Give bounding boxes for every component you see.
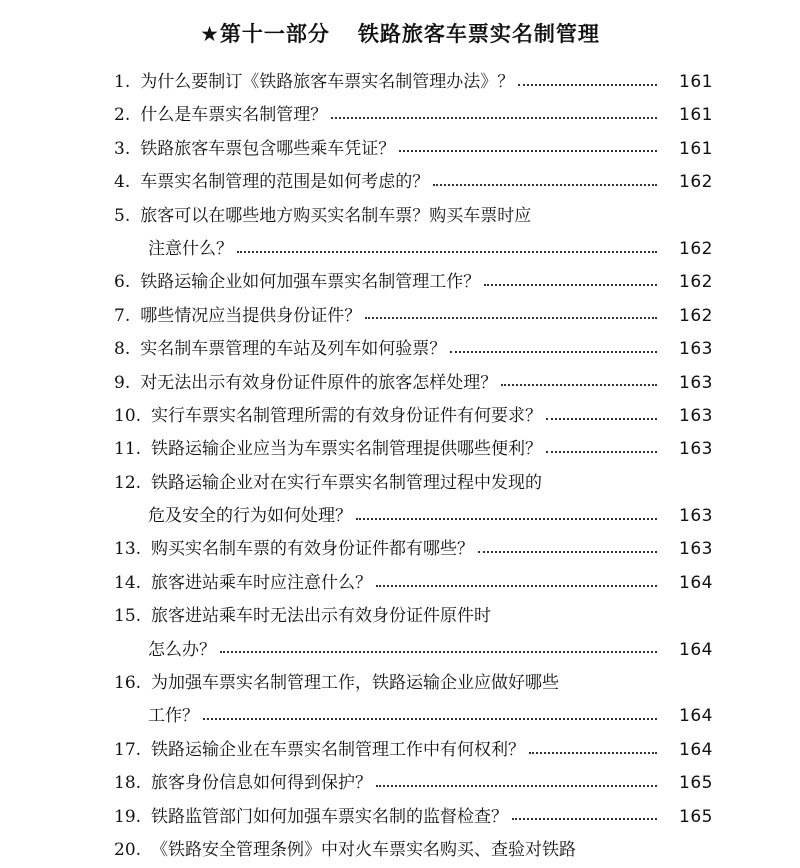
dot-leader [501, 384, 657, 386]
toc-entry[interactable] [0, 433, 800, 466]
toc-entry-title: 旅客可以在哪些地方购买实名制车票？购买车票时应 [140, 205, 532, 226]
page-title [0, 18, 800, 48]
toc-entry-number: 6. [114, 272, 131, 293]
dot-leader [450, 351, 657, 353]
toc-entry[interactable] [0, 667, 800, 734]
toc-entry[interactable] [0, 300, 800, 333]
toc-page-number: 163 [679, 539, 713, 560]
dot-leader [203, 718, 657, 720]
toc-entry-number: 9. [114, 372, 131, 393]
toc-entry-number: 11. [114, 439, 142, 460]
toc-page-number: 161 [679, 72, 713, 92]
toc-entry[interactable] [0, 801, 800, 834]
table-of-contents [0, 66, 800, 867]
toc-page-number: 165 [679, 806, 713, 827]
toc-entry-number: 20. [114, 839, 142, 860]
toc-entry-line [0, 333, 800, 366]
section-title: 铁路旅客车票实名制管理 [357, 22, 600, 46]
dot-leader [399, 150, 657, 152]
toc-entry-line [0, 66, 800, 99]
toc-entry-title: 铁路运输企业应当为车票实名制管理提供哪些便利？ [151, 439, 543, 460]
toc-page-number: 163 [679, 405, 713, 426]
toc-entry-title: 铁路运输企业在车票实名制管理工作中有何权利？ [151, 739, 526, 760]
toc-entry-title: 铁路运输企业如何加强车票实名制管理工作？ [140, 272, 481, 293]
toc-entry-line [0, 99, 800, 132]
toc-page-number: 164 [679, 706, 713, 727]
toc-page-number: 163 [679, 439, 713, 460]
toc-entry-title: 实名制车票管理的车站及列车如何验票？ [140, 339, 447, 360]
toc-entry-number: 2. [114, 105, 131, 126]
toc-entry-continuation [0, 700, 800, 733]
dot-leader [433, 184, 657, 186]
toc-entry-title: 工作？ [148, 706, 199, 727]
toc-entry-title: 为加强车票实名制管理工作，铁路运输企业应做好哪些 [151, 673, 560, 694]
toc-entry-number: 17. [114, 739, 142, 760]
toc-entry[interactable] [0, 99, 800, 132]
toc-entry-number: 19. [114, 806, 142, 827]
toc-entry-title: 旅客进站乘车时应注意什么？ [151, 572, 373, 593]
dot-leader [356, 518, 657, 520]
toc-entry[interactable] [0, 533, 800, 566]
toc-entry[interactable] [0, 367, 800, 400]
toc-entry-number: 8. [114, 339, 131, 360]
toc-entry-title: 什么是车票实名制管理？ [140, 105, 328, 126]
toc-entry-number: 14. [114, 572, 142, 593]
toc-entry[interactable] [0, 767, 800, 800]
dot-leader [365, 317, 657, 319]
toc-entry-title: 购买实名制车票的有效身份证件都有哪些？ [151, 539, 475, 560]
toc-page-number: 164 [679, 739, 713, 760]
toc-entry-number: 15. [114, 606, 142, 627]
toc-entry[interactable] [0, 200, 800, 267]
toc-entry[interactable] [0, 467, 800, 534]
toc-entry-title: 怎么办？ [148, 639, 216, 660]
toc-entry[interactable] [0, 400, 800, 433]
toc-entry-line [0, 834, 800, 867]
toc-entry-line [0, 300, 800, 333]
toc-entry[interactable] [0, 600, 800, 667]
toc-entry-number: 10. [114, 405, 142, 426]
toc-entry-number: 1. [114, 72, 131, 92]
dot-leader [529, 752, 657, 754]
toc-entry-number: 12. [114, 472, 142, 493]
toc-entry-number: 18. [114, 773, 142, 794]
toc-entry-line [0, 600, 800, 633]
toc-entry[interactable] [0, 567, 800, 600]
toc-page-number: 162 [679, 238, 713, 259]
toc-entry-title: 对无法出示有效身份证件原件的旅客怎样处理？ [140, 372, 498, 393]
toc-page-number: 161 [679, 138, 713, 159]
toc-page-number: 162 [679, 172, 713, 193]
toc-entry-continuation [0, 500, 800, 533]
toc-page-number: 161 [679, 105, 713, 126]
toc-page-number: 163 [679, 339, 713, 360]
toc-entry[interactable] [0, 266, 800, 299]
toc-page-number: 164 [679, 572, 713, 593]
toc-page-number: 164 [679, 639, 713, 660]
toc-entry-title: 哪些情况应当提供身份证件？ [140, 305, 362, 326]
toc-entry[interactable] [0, 834, 800, 867]
toc-entry-line [0, 367, 800, 400]
toc-entry-title: 旅客身份信息如何得到保护？ [151, 773, 373, 794]
dot-leader [220, 651, 657, 653]
toc-page-number: 163 [679, 372, 713, 393]
toc-entry[interactable] [0, 133, 800, 166]
toc-entry-title: 铁路监管部门如何加强车票实名制的监督检查？ [151, 806, 509, 827]
toc-entry-line [0, 433, 800, 466]
toc-entry-title: 铁路旅客车票包含哪些乘车凭证？ [140, 138, 396, 159]
dot-leader [237, 251, 657, 253]
toc-entry-number: 5. [114, 205, 131, 226]
dot-leader [484, 284, 657, 286]
toc-entry[interactable] [0, 734, 800, 767]
toc-entry-line [0, 400, 800, 433]
toc-page-number: 163 [679, 506, 713, 527]
toc-entry-line [0, 667, 800, 700]
toc-entry[interactable] [0, 66, 800, 99]
toc-entry-number: 4. [114, 172, 131, 193]
toc-entry-line [0, 200, 800, 233]
toc-entry-line [0, 567, 800, 600]
dot-leader [512, 818, 657, 820]
toc-entry-line [0, 266, 800, 299]
dot-leader [546, 451, 657, 453]
part-label: 第十一部分 [219, 22, 330, 46]
toc-page-number: 162 [679, 305, 713, 326]
toc-entry-line [0, 467, 800, 500]
toc-entry-title: 铁路运输企业对在实行车票实名制管理过程中发现的 [151, 472, 543, 493]
dot-leader [546, 418, 657, 420]
toc-entry-line [0, 734, 800, 767]
toc-entry-line [0, 133, 800, 166]
dot-leader [478, 551, 657, 553]
dot-leader [376, 785, 657, 787]
toc-entry-continuation [0, 233, 800, 266]
toc-entry-line [0, 533, 800, 566]
toc-entry-line [0, 166, 800, 199]
toc-entry-title: 《铁路安全管理条例》中对火车票实名购买、查验对铁路 [151, 839, 577, 860]
toc-entry-line [0, 767, 800, 800]
toc-entry-number: 13. [114, 539, 142, 560]
toc-entry-title: 危及安全的行为如何处理？ [148, 506, 352, 527]
toc-page-number: 162 [679, 272, 713, 293]
dot-leader [518, 84, 657, 86]
toc-page-number: 165 [679, 773, 713, 794]
toc-entry[interactable] [0, 333, 800, 366]
toc-entry-line [0, 801, 800, 834]
toc-entry-number: 3. [114, 138, 131, 159]
toc-entry-title: 车票实名制管理的范围是如何考虑的？ [140, 172, 430, 193]
dot-leader [376, 585, 657, 587]
toc-entry-number: 7. [114, 305, 131, 326]
toc-entry-title: 为什么要制订《铁路旅客车票实名制管理办法》？ [140, 72, 515, 92]
toc-entry-title: 实行车票实名制管理所需的有效身份证件有何要求？ [151, 405, 543, 426]
dot-leader [331, 117, 657, 119]
toc-entry[interactable] [0, 166, 800, 199]
toc-entry-title: 注意什么？ [148, 238, 233, 259]
toc-entry-title: 旅客进站乘车时无法出示有效身份证件原件时 [151, 606, 492, 627]
toc-entry-continuation [0, 634, 800, 667]
toc-entry-number: 16. [114, 673, 142, 694]
star-icon: ★ [200, 22, 220, 46]
